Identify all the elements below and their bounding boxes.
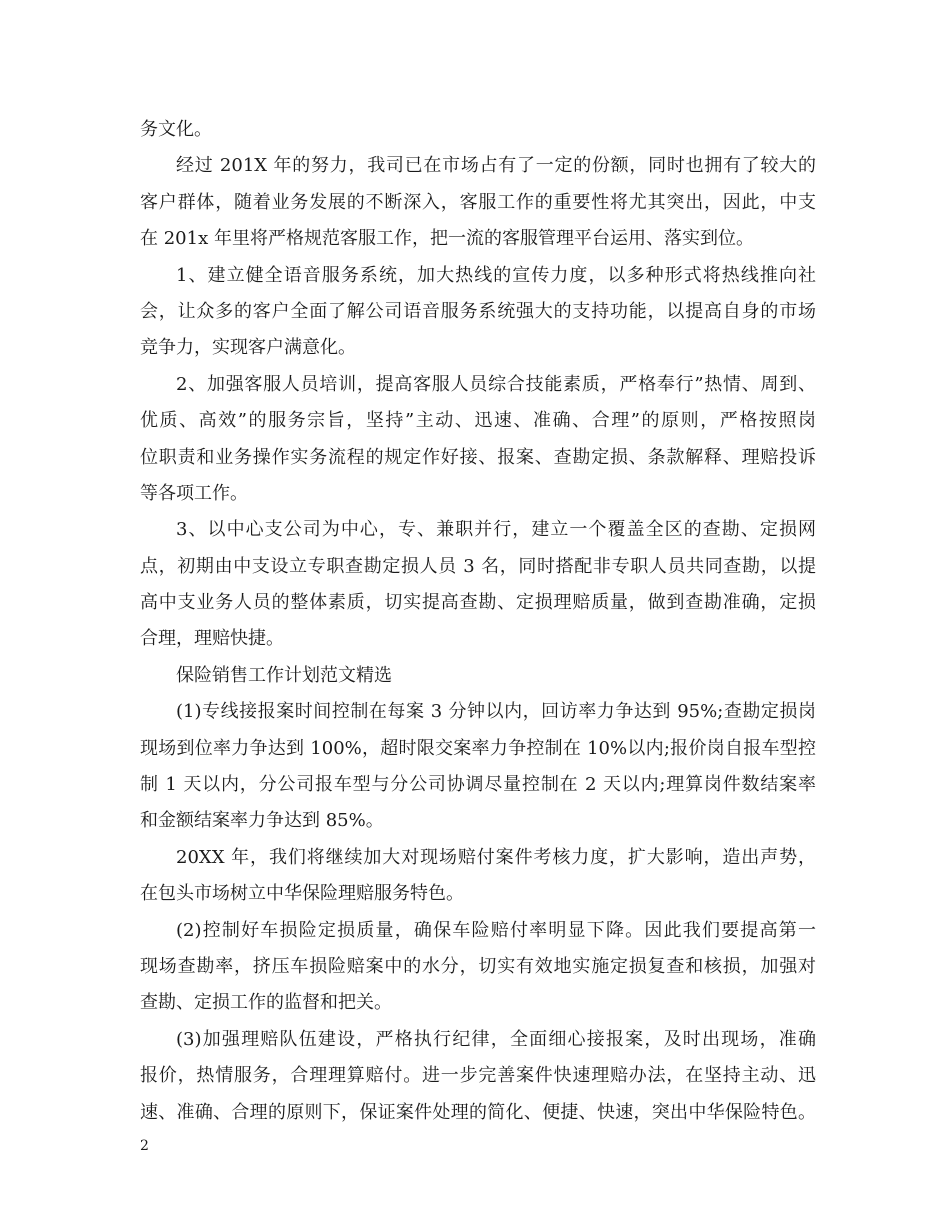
paragraph (140, 512, 816, 658)
section-heading-text: 保险销售工作计划范文精选 (176, 664, 392, 686)
paragraph (140, 1022, 816, 1131)
text-line: 客户群体，随着业务发展的不断深入，客服工作的重要性将尤其突出，因此，中支 (140, 191, 816, 213)
paragraph (140, 112, 816, 148)
text-line: 20XX 年，我们将继续加大对现场赔付案件考核力度，扩大影响，造出声势， (176, 846, 816, 868)
text-line: 务文化。 (140, 119, 212, 140)
text-line: (1)专线接报案时间控制在每案 3 分钟以内，回访率力争达到 95%;查勘定损岗 (176, 701, 816, 723)
text-line: 2、加强客服人员培训，提高客服人员综合技能素质，严格奉行”热情、周到、 (176, 373, 816, 395)
text-line: 高中支业务人员的整体素质，切实提高查勘、定损理赔质量，做到查勘准确，定损 (140, 592, 816, 614)
text-line: 查勘、定损工作的监督和把关。 (140, 992, 392, 1014)
text-line: 优质、高效”的服务宗旨，坚持”主动、迅速、准确、合理”的原则，严格按照岗 (140, 410, 816, 432)
text-line: 速、准确、合理的原则下，保证案件处理的简化、便捷、快速，突出中华保险特色。 (140, 1101, 816, 1123)
paragraph (140, 258, 816, 367)
paragraph (140, 367, 816, 513)
text-line: 报价，热情服务，合理理算赔付。进一步完善案件快速理赔办法，在坚持主动、迅 (140, 1065, 816, 1087)
section-heading (140, 658, 816, 694)
text-line: 1、建立健全语音服务系统，加大热线的宣传力度，以多种形式将热线推向社 (176, 264, 816, 286)
text-line: 在包头市场树立中华保险理赔服务特色。 (140, 883, 464, 905)
text-line: 竞争力，实现客户满意化。 (140, 337, 356, 359)
text-line: 现场到位率力争达到 100%，超时限交案率力争控制在 10%以内;报价岗自报车型控 (140, 737, 816, 759)
paragraph (140, 694, 816, 840)
text-line: 经过 201X 年的努力，我司已在市场占有了一定的份额，同时也拥有了较大的 (176, 155, 816, 177)
text-line: 在 201x 年里将严格规范客服工作，把一流的客服管理平台运用、落实到位。 (140, 228, 754, 250)
paragraph (140, 913, 816, 1022)
body-text (140, 112, 816, 1131)
text-line: 等各项工作。 (140, 482, 248, 504)
text-line: 位职责和业务操作实务流程的规定作好接、报案、查勘定损、条款解释、理赔投诉 (140, 446, 816, 468)
text-line: 合理，理赔快捷。 (140, 628, 284, 650)
text-line: (3)加强理赔队伍建设，严格执行纪律，全面细心接报案，及时出现场，准确 (176, 1028, 816, 1050)
text-line: 会，让众多的客户全面了解公司语音服务系统强大的支持功能，以提高自身的市场 (140, 300, 816, 322)
text-line: 和金额结案率力争达到 85%。 (140, 810, 384, 832)
paragraph (140, 840, 816, 913)
page-number: 2 (140, 1138, 149, 1154)
text-line: 3、以中心支公司为中心，专、兼职并行，建立一个覆盖全区的查勘、定损网 (176, 519, 816, 541)
text-line: (2)控制好车损险定损质量，确保车险赔付率明显下降。因此我们要提高第一 (176, 919, 816, 941)
text-line: 点，初期由中支设立专职查勘定损人员 3 名，同时搭配非专职人员共同查勘，以提 (140, 555, 816, 577)
text-line: 制 1 天以内，分公司报车型与分公司协调尽量控制在 2 天以内;理算岗件数结案率 (140, 774, 816, 796)
paragraph (140, 148, 816, 257)
text-line: 现场查勘率，挤压车损险赔案中的水分，切实有效地实施定损复查和核损，加强对 (140, 955, 816, 977)
